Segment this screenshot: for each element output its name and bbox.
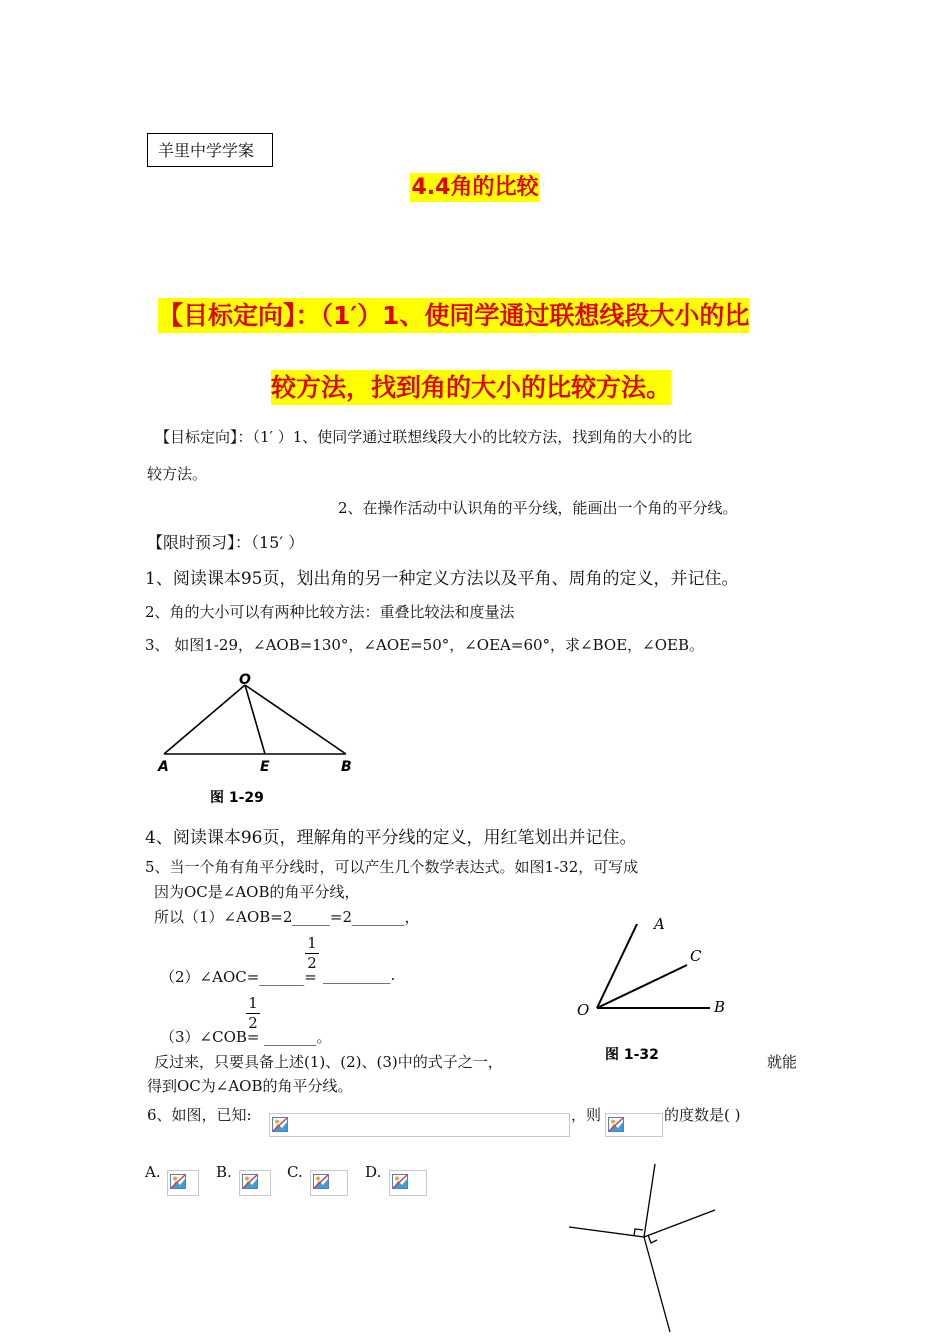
preview-item-5: 5、当一个角有角平分线时，可以产生几个数学表达式。如图1-32，可写成 bbox=[145, 858, 639, 876]
item6-b: ，则 bbox=[571, 1106, 602, 1124]
broken-image-icon bbox=[392, 1174, 408, 1189]
page-title: 4.4角的比较 bbox=[411, 175, 539, 200]
item6-c: 的度数是( ) bbox=[664, 1106, 741, 1124]
item5-converse-c: 得到OC为∠AOB的角平分线。 bbox=[147, 1077, 353, 1095]
school-label: 羊里中学学案 bbox=[147, 133, 273, 167]
highlight-goal-line2: 较方法，找到角的大小的比较方法。 bbox=[271, 368, 671, 404]
fig129-label-o: O bbox=[239, 672, 251, 688]
preview-item-4: 4、阅读课本96页，理解角的平分线的定义，用红笔划出并记住。 bbox=[145, 828, 637, 848]
broken-image-given bbox=[269, 1113, 570, 1137]
fig132-label-b: B bbox=[714, 998, 726, 1016]
item5-line2-a: （2）∠AOC=______= bbox=[160, 968, 317, 986]
option-a-label: A. bbox=[145, 1163, 161, 1181]
fig132-caption: 图 1-32 bbox=[605, 1047, 659, 1063]
broken-image-icon bbox=[170, 1174, 186, 1189]
broken-image-angle bbox=[605, 1113, 663, 1137]
broken-image-icon bbox=[242, 1174, 258, 1189]
item5-so: 所以（1）∠AOB=2_____=2_______， bbox=[154, 908, 420, 926]
option-d-label: D. bbox=[365, 1163, 382, 1181]
preview-item-2: 2、角的大小可以有两种比较方法：重叠比较法和度量法 bbox=[145, 603, 515, 621]
option-b-label: B. bbox=[216, 1163, 232, 1181]
figure-1-32 bbox=[570, 905, 750, 1070]
fig132-label-a: A bbox=[654, 915, 665, 933]
item5-converse-a: 反过来，只要具备上述(1)、(2)、(3)中的式子之一， bbox=[154, 1053, 503, 1071]
fig132-label-o: O bbox=[577, 1001, 590, 1019]
fig129-label-e: E bbox=[260, 759, 270, 775]
broken-image-icon bbox=[608, 1117, 624, 1132]
option-c-label: C. bbox=[287, 1163, 303, 1181]
fig129-label-b: B bbox=[341, 759, 352, 775]
fig129-caption: 图 1-29 bbox=[210, 790, 264, 806]
goal-line2: 较方法。 bbox=[147, 465, 208, 483]
item5-because: 因为OC是∠AOB的角平分线， bbox=[154, 883, 360, 901]
item5-line3-b: _______。 bbox=[264, 1028, 332, 1046]
option-c-image[interactable] bbox=[310, 1170, 348, 1196]
option-b-image[interactable] bbox=[239, 1170, 271, 1196]
item6-a: 6、如图，已知: bbox=[147, 1106, 252, 1124]
item5-line2-b: _________. bbox=[323, 966, 396, 984]
highlight-goal-line1: 【目标定向】：（1′）1、使同学通过联想线段大小的比 bbox=[158, 296, 749, 332]
preview-item-1: 1、阅读课本95页，划出角的另一种定义方法以及平角、周角的定义，并记住。 bbox=[145, 569, 739, 589]
goal-line3: 2、在操作活动中认识角的平分线，能画出一个角的平分线。 bbox=[338, 499, 738, 517]
broken-image-icon bbox=[313, 1174, 329, 1189]
fig132-label-c: C bbox=[690, 947, 702, 965]
preview-heading: 【限时预习】：（15′ ） bbox=[147, 533, 305, 552]
fraction-half-1: $\frac{1}{2}$ bbox=[305, 934, 319, 973]
fig129-label-a: A bbox=[158, 759, 169, 775]
item5-line3-a: （3）∠COB= bbox=[160, 1028, 260, 1046]
option-d-image[interactable] bbox=[389, 1170, 427, 1196]
figure-1-29 bbox=[150, 668, 370, 812]
broken-image-icon bbox=[272, 1117, 288, 1132]
item5-converse-b: 就能 bbox=[767, 1053, 798, 1071]
figure-q6-perpendiculars bbox=[560, 1160, 740, 1340]
goal-line1: 【目标定向】：（1′ ）1、使同学通过联想线段大小的比较方法，找到角的大小的比 bbox=[155, 428, 693, 446]
fraction-half-2: $\frac{1}{2}$ bbox=[246, 994, 260, 1033]
option-a-image[interactable] bbox=[167, 1170, 199, 1196]
preview-item-3: 3、 如图1-29，∠AOB=130°，∠AOE=50°，∠OEA=60°，求∠BOE，∠OEB。 bbox=[145, 636, 704, 654]
